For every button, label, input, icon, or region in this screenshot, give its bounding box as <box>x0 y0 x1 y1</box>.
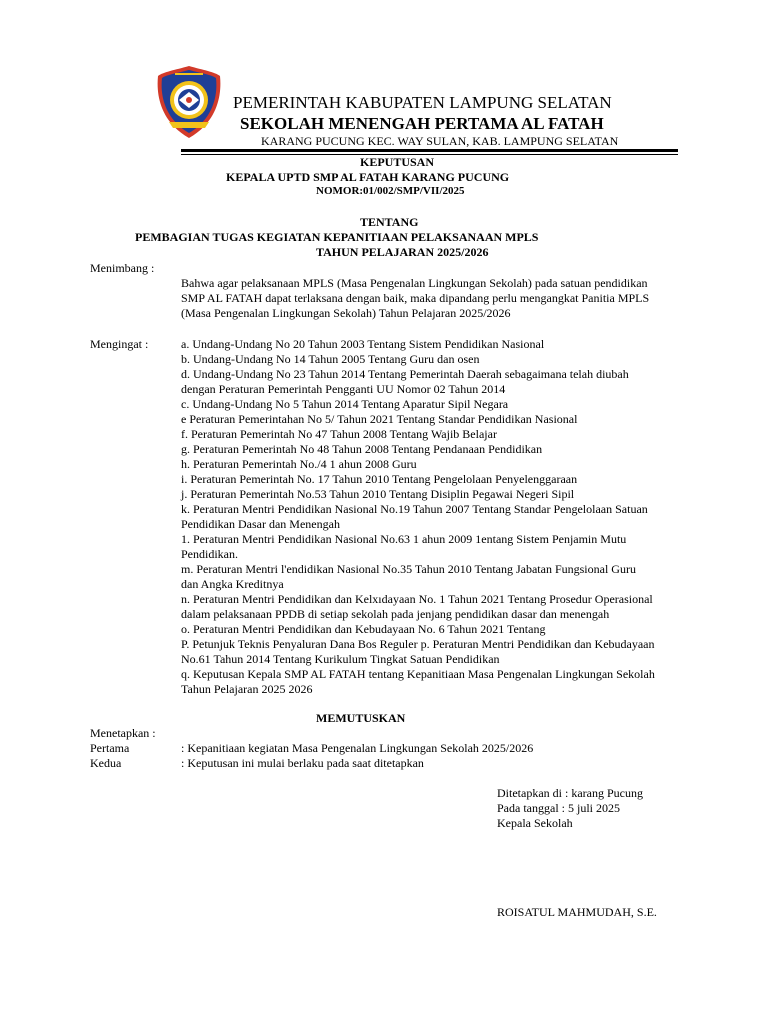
menimbang-line: (Masa Pengenalan Lingkungan Sekolah) Tahun Pelajaran 2025/2026 <box>181 306 511 320</box>
mengingat-item: d. Undang-Undang No 23 Tahun 2014 Tentang Pemerintah Daerah sebagaimana telah diubah <box>181 367 629 381</box>
mengingat-item: dalam pelaksanaan PPDB di setiap sekolah pada jenjang pendidikan dasar dan menengah <box>181 607 610 621</box>
mengingat-item: Pendidikan. <box>181 547 238 561</box>
mengingat-item: c. Undang-Undang No 5 Tahun 2014 Tentang Aparatur Sipil Negara <box>181 397 509 411</box>
tentang-heading: TENTANG <box>360 215 419 229</box>
mengingat-item: 1. Peraturan Mentri Pendidikan Nasional No.63 1 ahun 2009 1entang Sistem Penjamin Mutu <box>181 532 627 546</box>
mengingat-label: Mengingat : <box>90 337 149 351</box>
signatory-position: Kepala Sekolah <box>497 816 573 830</box>
mengingat-item: No.61 Tahun 2014 Tentang Kurikulum Tingkat Satuan Pendidikan <box>181 652 500 666</box>
menimbang-line: Bahwa agar pelaksanaan MPLS (Masa Pengenalan Lingkungan Sekolah) pada satuan pendidikan <box>181 276 648 290</box>
menimbang-line: SMP AL FATAH dapat terlaksana dengan baik, maka dipandang perlu mengangkat Panitia MPLS <box>181 291 650 305</box>
ditetapkan-place: Ditetapkan di : karang Pucung <box>497 786 643 800</box>
mengingat-item: Tahun Pelajaran 2025 2026 <box>181 682 313 696</box>
mengingat-item: j. Peraturan Pemerintah No.53 Tahun 2010 Tentang Disiplin Pegawai Negeri Sipil <box>181 487 575 501</box>
mengingat-item: e Peraturan Pemerintahan No 5/ Tahun 2021 Tentang Standar Pendidikan Nasional <box>181 412 578 426</box>
mengingat-item: Pendidikan Dasar dan Menengah <box>181 517 340 531</box>
mengingat-item: o. Peraturan Mentri Pendidikan dan Kebudayaan No. 6 Tahun 2021 Tentang <box>181 622 546 636</box>
pertama-text: : Kepanitiaan kegiatan Masa Pengenalan Lingkungan Sekolah 2025/2026 <box>181 741 534 755</box>
menimbang-text <box>181 276 681 321</box>
pertama-label: Pertama <box>90 741 130 755</box>
mengingat-item: P. Petunjuk Teknis Penyaluran Dana Bos Reguler p. Peraturan Mentri Pendidikan dan Kebudayaan <box>181 637 655 651</box>
letterhead-school-name: SEKOLAH MENENGAH PERTAMA AL FATAH <box>240 114 604 133</box>
mengingat-item: f. Peraturan Pemerintah No 47 Tahun 2008 Tentang Wajib Belajar <box>181 427 497 441</box>
menimbang-label: Menimbang : <box>90 261 155 275</box>
memutuskan-heading: MEMUTUSKAN <box>316 711 406 725</box>
signatory-name: ROISATUL MAHMUDAH, S.E. <box>497 905 657 919</box>
kedua-label: Kedua <box>90 756 122 770</box>
letterhead-government: PEMERINTAH KABUPATEN LAMPUNG SELATAN <box>233 93 612 112</box>
ditetapkan-date: Pada tanggal : 5 juli 2025 <box>497 801 620 815</box>
school-emblem-logo <box>155 64 223 140</box>
doc-number: NOMOR:01/002/SMP/VII/2025 <box>316 185 465 197</box>
mengingat-item: h. Peraturan Pemerintah No./4 1 ahun 2008 Guru <box>181 457 417 471</box>
letterhead-rule-thick <box>181 149 678 152</box>
kedua-text: : Keputusan ini mulai berlaku pada saat ditetapkan <box>181 756 424 770</box>
mengingat-item: dan Angka Kreditnya <box>181 577 284 591</box>
mengingat-item: dengan Peraturan Pemerintah Pengganti UU Nomor 02 Tahun 2014 <box>181 382 506 396</box>
mengingat-item: i. Peraturan Pemerintah No. 17 Tahun 2010 Tentang Pengelolaan Penyelenggaraan <box>181 472 578 486</box>
mengingat-item: b. Undang-Undang No 14 Tahun 2005 Tentang Guru dan osen <box>181 352 480 366</box>
mengingat-item: a. Undang-Undang No 20 Tahun 2003 Tentang Sistem Pendidikan Nasional <box>181 337 545 351</box>
mengingat-item: k. Peraturan Mentri Pendidikan Nasional No.19 Tahun 2007 Tentang Standar Pengelolaan Satuan <box>181 502 648 516</box>
doc-title: KEPUTUSAN <box>360 155 435 169</box>
mengingat-item: m. Peraturan Mentri l'endidikan Nasional No.35 Tahun 2010 Tentang Jabatan Fungsional Guru <box>181 562 636 576</box>
subject-line-1: PEMBAGIAN TUGAS KEGIATAN KEPANITIAAN PELAKSANAAN MPLS <box>135 230 539 244</box>
mengingat-list <box>181 337 681 697</box>
mengingat-item: n. Peraturan Mentri Pendidikan dan Kelxıdayaan No. 1 Tahun 2021 Tentang Prosedur Operasional <box>181 592 653 606</box>
subject-line-2: TAHUN PELAJARAN 2025/2026 <box>316 245 489 259</box>
mengingat-item: g. Peraturan Pemerintah No 48 Tahun 2008 Tentang Pendanaan Pendidikan <box>181 442 543 456</box>
letterhead-address: KARANG PUCUNG KEC. WAY SULAN, KAB. LAMPUNG SELATAN <box>261 134 619 148</box>
menetapkan-label: Menetapkan : <box>90 726 156 740</box>
mengingat-item: q. Keputusan Kepala SMP AL FATAH tentang Kepanitiaan Masa Pengenalan Lingkungan Sekolah <box>181 667 655 681</box>
doc-issuer: KEPALA UPTD SMP AL FATAH KARANG PUCUNG <box>226 170 510 184</box>
